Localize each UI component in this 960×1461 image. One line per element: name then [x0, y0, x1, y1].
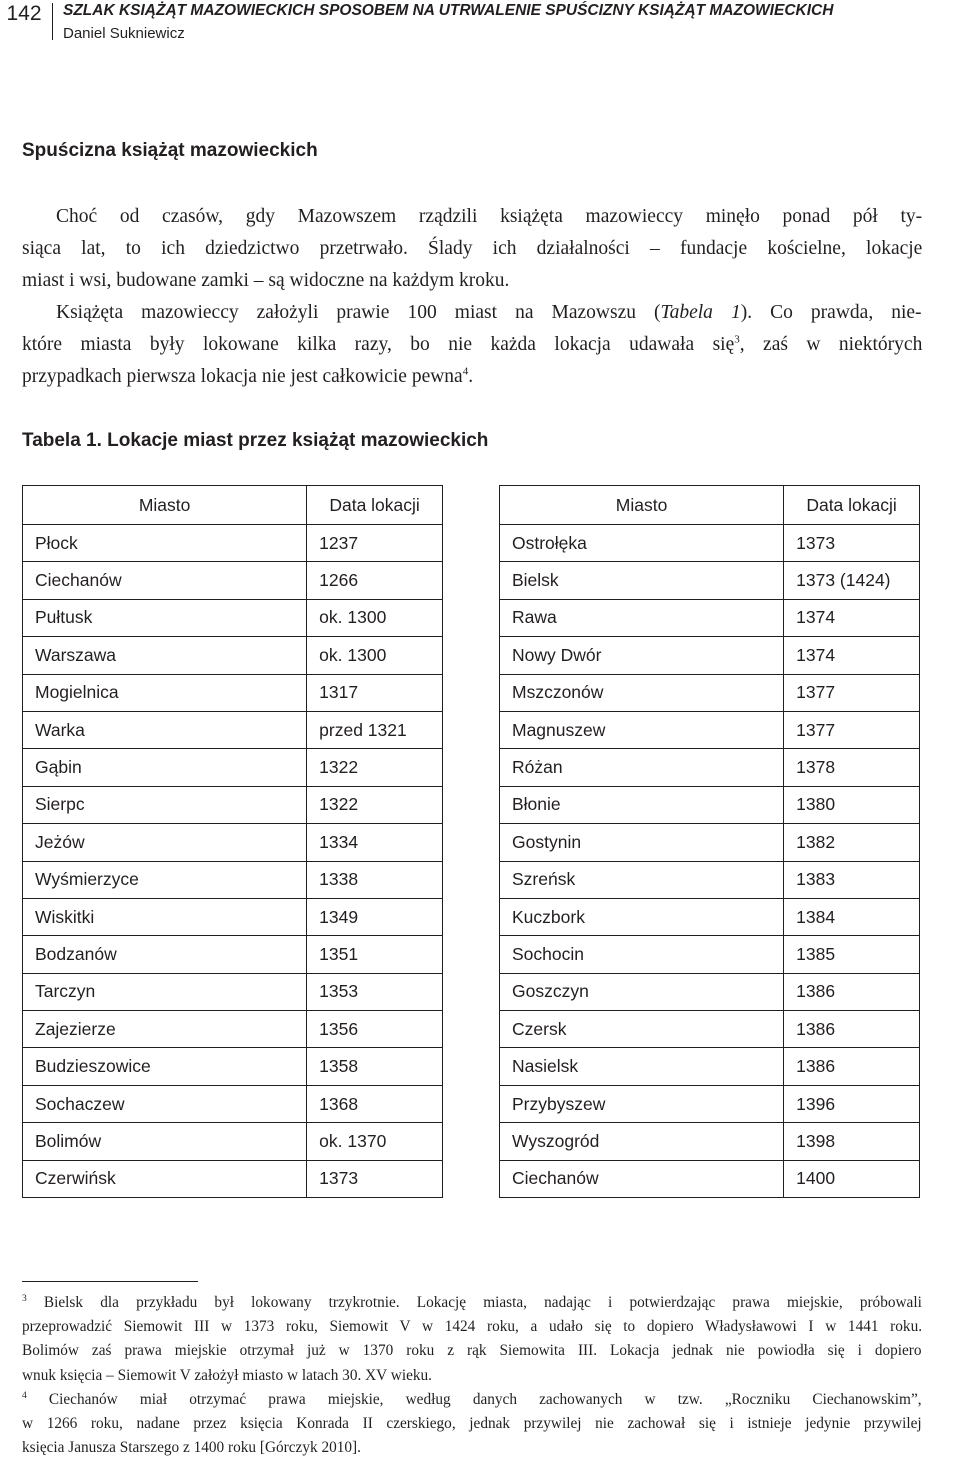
table-row	[500, 824, 920, 861]
date-cell: 1380	[784, 786, 920, 823]
city-cell: Bodzanów	[23, 936, 307, 973]
footnotes	[22, 1291, 922, 1460]
table-caption-text: Lokacje miast przez książąt mazowieckich	[101, 430, 489, 451]
date-cell: 1368	[307, 1085, 443, 1122]
city-cell: Błonie	[500, 786, 784, 823]
date-cell: 1398	[784, 1123, 920, 1160]
city-cell: Budzieszowice	[23, 1048, 307, 1085]
table-row	[500, 562, 920, 599]
section-title: Spuścizna książąt mazowieckich	[22, 140, 318, 161]
footnote-line: przeprowadzić Siemowit III w 1373 roku, Siemowit V w 1424 roku, a udało się to dopiero Władysławowi I w 1441 roku.	[22, 1318, 923, 1336]
table-reference: Tabela 1	[660, 302, 741, 323]
city-cell: Tarczyn	[23, 973, 307, 1010]
date-cell: 1377	[784, 674, 920, 711]
date-cell: 1396	[784, 1085, 920, 1122]
table-caption	[22, 430, 488, 452]
cities-table-left	[22, 485, 443, 1198]
table-row	[23, 936, 443, 973]
city-cell: Pułtusk	[23, 599, 307, 636]
date-cell: 1383	[784, 861, 920, 898]
city-cell: Rawa	[500, 599, 784, 636]
date-cell: 1356	[307, 1011, 443, 1048]
footnote-line	[22, 1291, 922, 1315]
city-cell: Czersk	[500, 1011, 784, 1048]
date-cell: ok. 1300	[307, 599, 443, 636]
city-cell: Przybyszew	[500, 1085, 784, 1122]
city-cell: Bolimów	[23, 1123, 307, 1160]
paragraph-line	[22, 361, 922, 393]
date-cell: 1400	[784, 1160, 920, 1197]
footnote-mark-3: 3	[22, 1293, 27, 1304]
paragraph-line: siąca lat, to ich dziedzictwo przetrwało. Ślady ich działalności – fundacje kościelne, lokacje	[22, 238, 923, 260]
footnote-line: w 1266 roku, nadane przez księcia Konrada II czerskiego, jednak przywilej nie zachował się i istnieje jedynie przywilej	[22, 1414, 922, 1432]
table-row	[500, 936, 920, 973]
city-cell: Warszawa	[23, 637, 307, 674]
table-row	[23, 711, 443, 748]
date-cell: 1317	[307, 674, 443, 711]
city-cell: Wiskitki	[23, 898, 307, 935]
date-cell: 1386	[784, 1011, 920, 1048]
date-cell: 1382	[784, 824, 920, 861]
table-row	[500, 1123, 920, 1160]
text-run: przypadkach pierwsza lokacja nie jest całkowicie pewna	[22, 366, 463, 388]
text-run: , zaś w niektórych	[739, 334, 923, 356]
table-row	[500, 898, 920, 935]
table-row	[500, 786, 920, 823]
table-row	[500, 674, 920, 711]
table-row	[500, 525, 920, 562]
column-header-city: Miasto	[23, 486, 307, 525]
city-cell: Gostynin	[500, 824, 784, 861]
date-cell: 1373 (1424)	[784, 562, 920, 599]
column-header-city: Miasto	[500, 486, 784, 525]
table-row	[23, 898, 443, 935]
table-row	[23, 562, 443, 599]
paragraph-line: miast i wsi, budowane zamki – są widoczne na każdym kroku.	[22, 270, 510, 292]
table-row	[23, 525, 443, 562]
page-number: 142	[6, 2, 42, 25]
date-cell: 1351	[307, 936, 443, 973]
paragraph-line	[22, 297, 922, 329]
date-cell: 1384	[784, 898, 920, 935]
table-row	[500, 637, 920, 674]
column-header-date: Data lokacji	[307, 486, 443, 525]
table-row	[23, 674, 443, 711]
table-row	[500, 1085, 920, 1122]
city-cell: Wyszogród	[500, 1123, 784, 1160]
city-cell: Mogielnica	[23, 674, 307, 711]
table-row	[500, 749, 920, 786]
date-cell: 1237	[307, 525, 443, 562]
running-title: SZLAK KSIĄŻĄT MAZOWIECKICH SPOSOBEM NA UTRWALENIE SPUŚCIZNY KSIĄŻĄT MAZOWIECKICH	[63, 2, 834, 19]
city-cell: Jeżów	[23, 824, 307, 861]
text-run: Ciechanów miał otrzymać prawa miejskie, według danych zachowanych w tzw. „Roczniku Ciechanowskim”,	[26, 1390, 922, 1408]
date-cell: 1338	[307, 861, 443, 898]
cities-table-right	[499, 485, 920, 1198]
table-row	[23, 824, 443, 861]
footnote-line	[22, 1388, 922, 1412]
paragraph-1	[22, 201, 922, 298]
city-cell: Magnuszew	[500, 711, 784, 748]
city-cell: Ostrołęka	[500, 525, 784, 562]
date-cell: 1349	[307, 898, 443, 935]
table-row	[500, 1160, 920, 1197]
paragraph-line	[22, 329, 922, 361]
page-header	[0, 0, 960, 46]
table-row	[500, 711, 920, 748]
table-row	[500, 861, 920, 898]
date-cell: 1386	[784, 973, 920, 1010]
paragraph-line: Choć od czasów, gdy Mazowszem rządzili książęta mazowieccy minęło ponad pół ty-	[56, 206, 923, 227]
city-cell: Nasielsk	[500, 1048, 784, 1085]
text-run: Książęta mazowieccy założyli prawie 100 miast na Mazowszu (	[56, 302, 661, 323]
date-cell: 1374	[784, 599, 920, 636]
paragraph-2	[22, 297, 922, 394]
table-row	[23, 749, 443, 786]
city-cell: Ciechanów	[23, 562, 307, 599]
text-run: które miasta były lokowane kilka razy, bo nie każda lokacja udawała się	[22, 334, 735, 356]
table-row	[23, 637, 443, 674]
city-cell: Sochocin	[500, 936, 784, 973]
city-cell: Gąbin	[23, 749, 307, 786]
date-cell: 1386	[784, 1048, 920, 1085]
table-row	[23, 1085, 443, 1122]
table-row	[500, 1011, 920, 1048]
column-header-date: Data lokacji	[784, 486, 920, 525]
footnote-mark-4: 4	[22, 1390, 27, 1401]
date-cell: 1385	[784, 936, 920, 973]
table-row	[23, 1011, 443, 1048]
text-run: Bielsk dla przykładu był lokowany trzykrotnie. Lokację miasta, nadając i potwierdzając prawa miejskie, próbowali	[26, 1294, 922, 1311]
city-cell: Czerwińsk	[23, 1160, 307, 1197]
footnote-line: Bolimów zaś prawa miejskie otrzymał już w 1370 roku z rąk Siemowita III. Lokacja jednak nie powiodła się i dopiero	[22, 1342, 922, 1360]
footnote-ref-4: 4	[462, 365, 469, 378]
text-run: ). Co prawda, nie-	[740, 302, 922, 323]
date-cell: 1378	[784, 749, 920, 786]
date-cell: 1322	[307, 786, 443, 823]
date-cell: 1373	[307, 1160, 443, 1197]
table-row	[23, 973, 443, 1010]
date-cell: przed 1321	[307, 711, 443, 748]
city-cell: Wyśmierzyce	[23, 861, 307, 898]
city-cell: Nowy Dwór	[500, 637, 784, 674]
date-cell: 1353	[307, 973, 443, 1010]
date-cell: ok. 1370	[307, 1123, 443, 1160]
date-cell: 1374	[784, 637, 920, 674]
footnote-line: księcia Janusza Starszego z 1400 roku [Górczyk 2010].	[22, 1439, 361, 1457]
table-row	[500, 973, 920, 1010]
city-cell: Sochaczew	[23, 1085, 307, 1122]
running-author: Daniel Sukniewicz	[63, 25, 185, 42]
table-row	[500, 1048, 920, 1085]
date-cell: ok. 1300	[307, 637, 443, 674]
city-cell: Ciechanów	[500, 1160, 784, 1197]
table-row	[23, 599, 443, 636]
header-divider	[52, 3, 53, 40]
city-cell: Kuczbork	[500, 898, 784, 935]
table-row	[23, 786, 443, 823]
footnote-line: wnuk księcia – Siemowit V założył miasto w latach 30. XV wieku.	[22, 1366, 432, 1384]
text-run: .	[468, 366, 474, 388]
city-cell: Płock	[23, 525, 307, 562]
date-cell: 1358	[307, 1048, 443, 1085]
table-row	[23, 1048, 443, 1085]
table-caption-label: Tabela 1.	[22, 430, 102, 451]
date-cell: 1322	[307, 749, 443, 786]
city-cell: Zajezierze	[23, 1011, 307, 1048]
date-cell: 1266	[307, 562, 443, 599]
date-cell: 1377	[784, 711, 920, 748]
city-cell: Goszczyn	[500, 973, 784, 1010]
city-cell: Sierpc	[23, 786, 307, 823]
table-row	[500, 599, 920, 636]
table-row	[23, 1123, 443, 1160]
footnote-ref-3: 3	[734, 333, 740, 346]
table-row	[23, 861, 443, 898]
city-cell: Bielsk	[500, 562, 784, 599]
city-cell: Różan	[500, 749, 784, 786]
date-cell: 1373	[784, 525, 920, 562]
table-row	[23, 1160, 443, 1197]
city-cell: Szreńsk	[500, 861, 784, 898]
footnote-separator	[22, 1281, 198, 1282]
city-cell: Warka	[23, 711, 307, 748]
city-cell: Mszczonów	[500, 674, 784, 711]
date-cell: 1334	[307, 824, 443, 861]
